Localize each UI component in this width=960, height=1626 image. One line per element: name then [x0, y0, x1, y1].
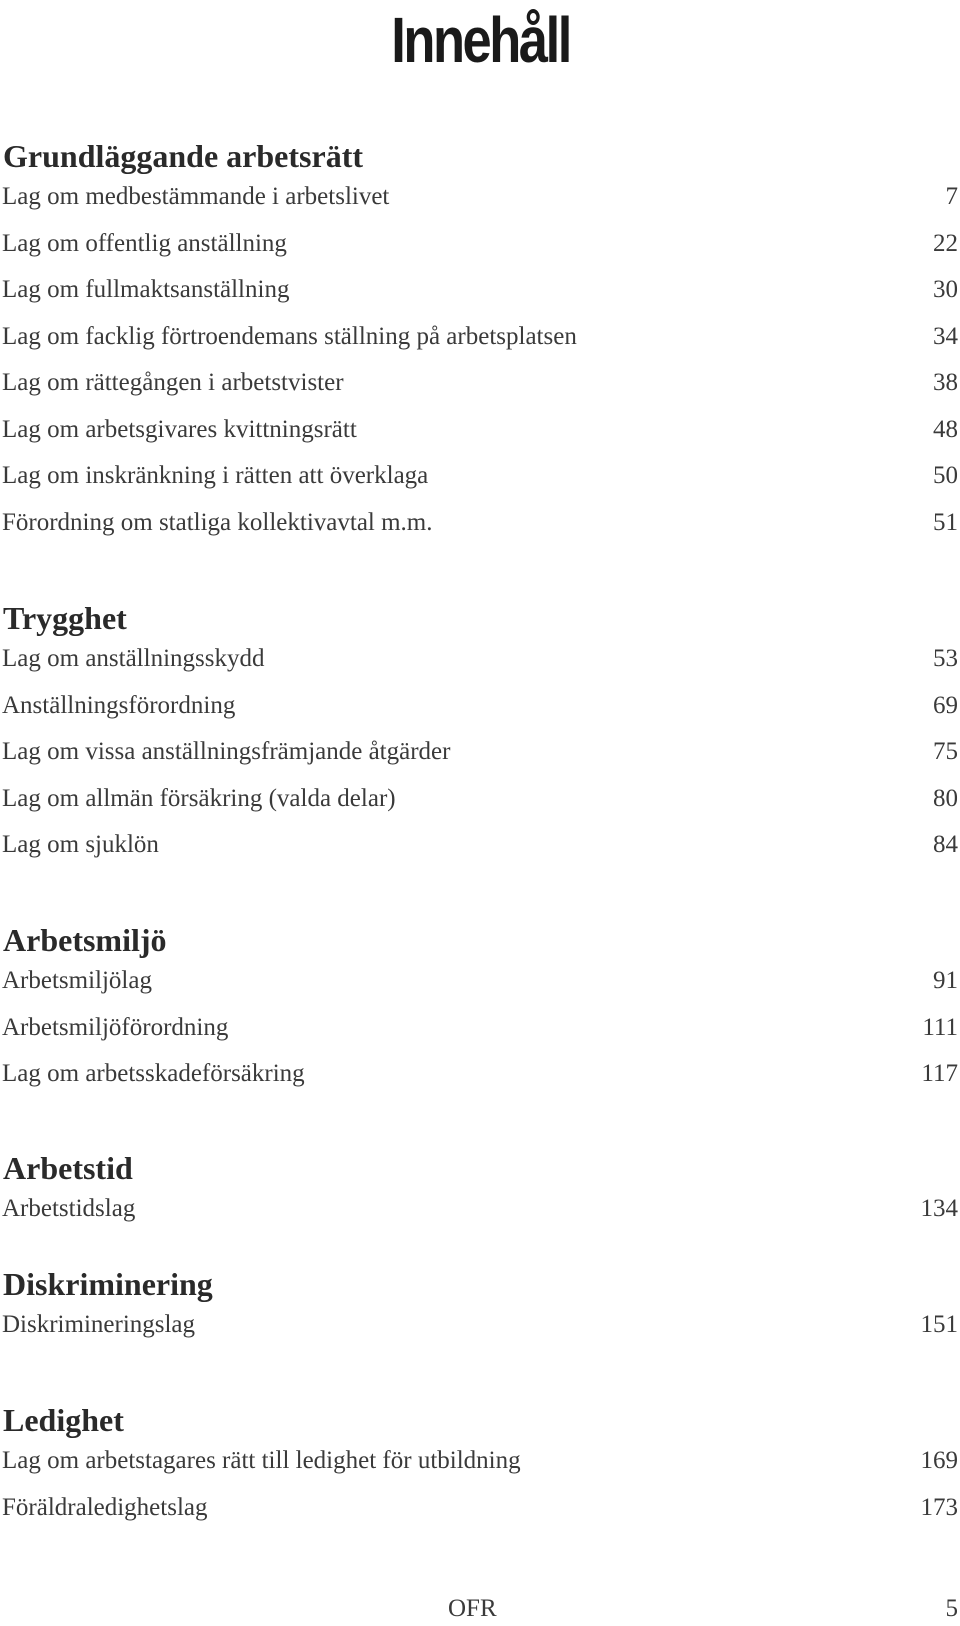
- toc-entry[interactable]: [0, 508, 958, 555]
- entry-page-number: 51: [933, 508, 958, 536]
- entry-title: Lag om vissa anställningsfrämjande åtgärder: [2, 738, 451, 765]
- entry-page-number: 7: [945, 183, 958, 210]
- entry-page-number: 53: [933, 645, 958, 672]
- section-heading: Diskriminering: [3, 1266, 213, 1302]
- toc-section-grundlaggande-arbetsratt: [0, 136, 958, 554]
- entry-title: Arbetstidslag: [2, 1195, 136, 1222]
- entry-title: Lag om facklig förtroendemans ställning på arbetsplatsen: [2, 322, 577, 350]
- toc-entry[interactable]: [0, 784, 958, 831]
- page-title: Innehåll: [391, 4, 570, 76]
- entry-page-number: 151: [920, 1311, 958, 1338]
- entry-title: Lag om arbetsskadeförsäkring: [2, 1060, 305, 1087]
- entry-page-number: 75: [933, 738, 958, 765]
- footer-publisher: OFR: [448, 1595, 497, 1622]
- entry-title: Lag om arbetstagares rätt till ledighet för utbildning: [2, 1447, 521, 1474]
- toc-entry[interactable]: [0, 415, 958, 462]
- entry-title: Arbetsmiljölag: [2, 967, 152, 994]
- entry-title: Lag om medbestämmande i arbetslivet: [2, 183, 390, 210]
- entry-page-number: 22: [933, 229, 958, 257]
- toc-entry[interactable]: [0, 1059, 958, 1106]
- entry-title: Diskrimineringslag: [2, 1311, 196, 1338]
- toc-entry[interactable]: [0, 1493, 958, 1540]
- section-heading: Arbetsmiljö: [3, 922, 167, 958]
- entry-page-number: 80: [933, 784, 958, 812]
- entry-page-number: 69: [933, 691, 958, 719]
- section-heading: Ledighet: [3, 1402, 124, 1438]
- entry-title: Lag om offentlig anställning: [2, 229, 287, 257]
- entry-title: Anställningsförordning: [2, 691, 236, 719]
- toc-entry[interactable]: [0, 737, 958, 784]
- entry-page-number: 117: [921, 1060, 958, 1087]
- toc-section-diskriminering: [0, 1264, 958, 1357]
- toc-entry[interactable]: [0, 691, 958, 738]
- toc-entry[interactable]: [0, 1194, 958, 1241]
- entry-title: Lag om arbetsgivares kvittningsrätt: [2, 415, 357, 443]
- toc-entry[interactable]: [0, 644, 958, 691]
- toc-entry[interactable]: [0, 830, 958, 877]
- toc-entry[interactable]: [0, 1013, 958, 1060]
- toc-section-trygghet: [0, 598, 958, 877]
- entry-page-number: 111: [922, 1013, 958, 1041]
- footer-page-number: 5: [945, 1595, 958, 1622]
- entry-page-number: 134: [920, 1195, 958, 1222]
- toc-entry[interactable]: [0, 966, 958, 1013]
- entry-page-number: 34: [933, 322, 958, 350]
- page-footer: [0, 1592, 958, 1626]
- section-heading: Arbetstid: [3, 1150, 133, 1186]
- toc-section-arbetstid: [0, 1148, 958, 1241]
- toc-entry[interactable]: [0, 229, 958, 276]
- entry-page-number: 30: [933, 276, 958, 303]
- entry-title: Förordning om statliga kollektivavtal m.m.: [2, 508, 433, 536]
- toc-entry[interactable]: [0, 1446, 958, 1493]
- toc-entry[interactable]: [0, 275, 958, 322]
- entry-page-number: 91: [933, 967, 958, 994]
- entry-page-number: 84: [933, 831, 958, 858]
- entry-title: Arbetsmiljöförordning: [2, 1013, 229, 1041]
- entry-page-number: 48: [933, 415, 958, 443]
- entry-title: Föräldraledighetslag: [2, 1493, 208, 1521]
- section-heading: Grundläggande arbetsrätt: [3, 138, 363, 174]
- toc-section-arbetsmiljo: [0, 920, 958, 1106]
- entry-title: Lag om allmän försäkring (valda delar): [2, 784, 396, 812]
- toc-entry[interactable]: [0, 368, 958, 415]
- entry-title: Lag om fullmaktsanställning: [2, 276, 290, 303]
- entry-page-number: 50: [933, 462, 958, 489]
- toc-entry[interactable]: [0, 322, 958, 369]
- entry-title: Lag om rättegången i arbetstvister: [2, 369, 344, 396]
- entry-title: Lag om anställningsskydd: [2, 645, 265, 672]
- entry-title: Lag om inskränkning i rätten att överklaga: [2, 462, 429, 489]
- toc-entry[interactable]: [0, 1310, 958, 1357]
- entry-page-number: 38: [933, 369, 958, 396]
- section-heading: Trygghet: [3, 600, 127, 636]
- entry-title: Lag om sjuklön: [2, 831, 159, 858]
- entry-page-number: 173: [920, 1493, 958, 1521]
- toc-entry[interactable]: [0, 182, 958, 229]
- toc-entry[interactable]: [0, 461, 958, 508]
- toc-section-ledighet: [0, 1400, 958, 1539]
- entry-page-number: 169: [920, 1447, 958, 1474]
